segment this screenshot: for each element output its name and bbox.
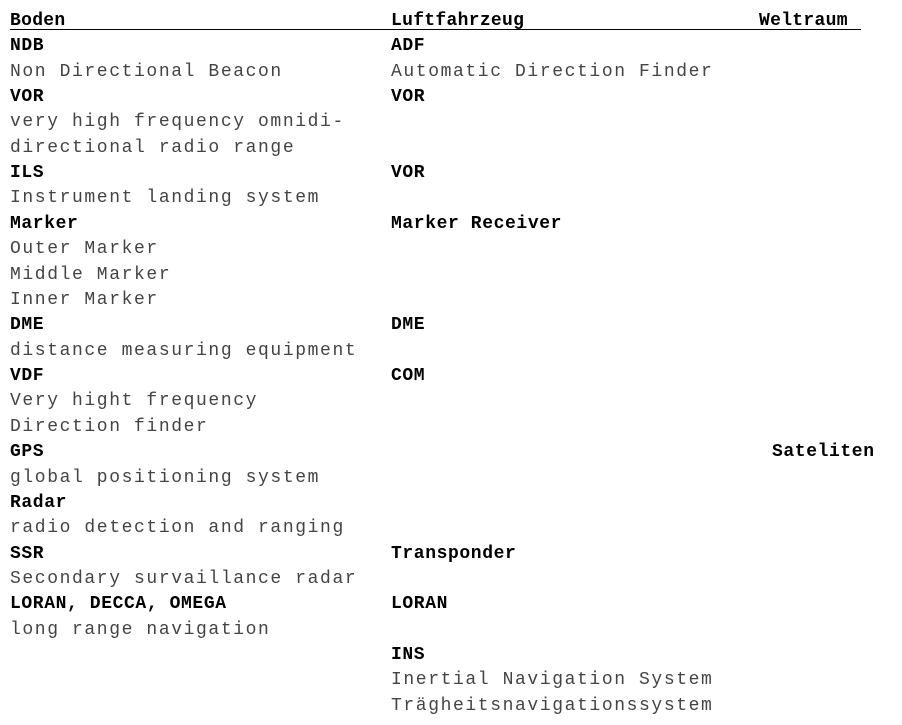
ground-loran-desc: long range navigation — [10, 620, 271, 640]
ground-marker-inner: Inner Marker — [10, 290, 159, 310]
table-header — [0, 0, 902, 31]
aircraft-ins-title: INS — [391, 645, 426, 665]
aircraft-ins-desc-line1: Inertial Navigation System — [391, 670, 714, 690]
ground-marker-title: Marker — [10, 214, 79, 234]
ground-vor-title: VOR — [10, 87, 45, 107]
ground-vor-desc-line2: directional radio range — [10, 138, 296, 158]
ground-vor-desc-line1: very high frequency omnidi- — [10, 112, 345, 132]
ground-radar-desc: radio detection and ranging — [10, 518, 345, 538]
ground-marker-outer: Outer Marker — [10, 239, 159, 259]
ground-ndb-title: NDB — [10, 36, 45, 56]
aircraft-vor-title: VOR — [391, 87, 426, 107]
ground-dme-desc: distance measuring equipment — [10, 341, 358, 361]
ground-marker-middle: Middle Marker — [10, 265, 172, 285]
ground-vdf-title: VDF — [10, 366, 45, 386]
aircraft-ins-desc-line2: Trägheitsnavigationssystem — [391, 696, 714, 716]
ground-ssr-desc: Secondary survaillance radar — [10, 569, 358, 589]
ground-vdf-desc-line2: Direction finder — [10, 417, 209, 437]
aircraft-ils-vor-title: VOR — [391, 163, 426, 183]
ground-dme-title: DME — [10, 315, 45, 335]
header-ground: Boden — [10, 11, 66, 31]
ground-loran-title: LORAN, DECCA, OMEGA — [10, 594, 227, 614]
aircraft-marker-receiver: Marker Receiver — [391, 214, 563, 234]
aircraft-transponder: Transponder — [391, 544, 517, 564]
ground-gps-title: GPS — [10, 442, 45, 462]
header-aircraft: Luftfahrzeug — [391, 11, 525, 31]
space-gps-satellites: Sateliten — [772, 442, 875, 462]
ground-gps-desc: global positioning system — [10, 468, 321, 488]
ground-ils-desc: Instrument landing system — [10, 188, 321, 208]
ground-ils-title: ILS — [10, 163, 45, 183]
ground-ndb-desc: Non Directional Beacon — [10, 62, 283, 82]
aircraft-adf-title: ADF — [391, 36, 426, 56]
header-underline — [10, 29, 861, 30]
aircraft-adf-desc: Automatic Direction Finder — [391, 62, 714, 82]
ground-radar-title: Radar — [10, 493, 68, 513]
aircraft-dme-title: DME — [391, 315, 426, 335]
ground-ssr-title: SSR — [10, 544, 45, 564]
ground-vdf-desc-line1: Very hight frequency — [10, 391, 259, 411]
aircraft-com-title: COM — [391, 366, 426, 386]
header-space: Weltraum — [759, 11, 848, 31]
aircraft-loran-title: LORAN — [391, 594, 449, 614]
